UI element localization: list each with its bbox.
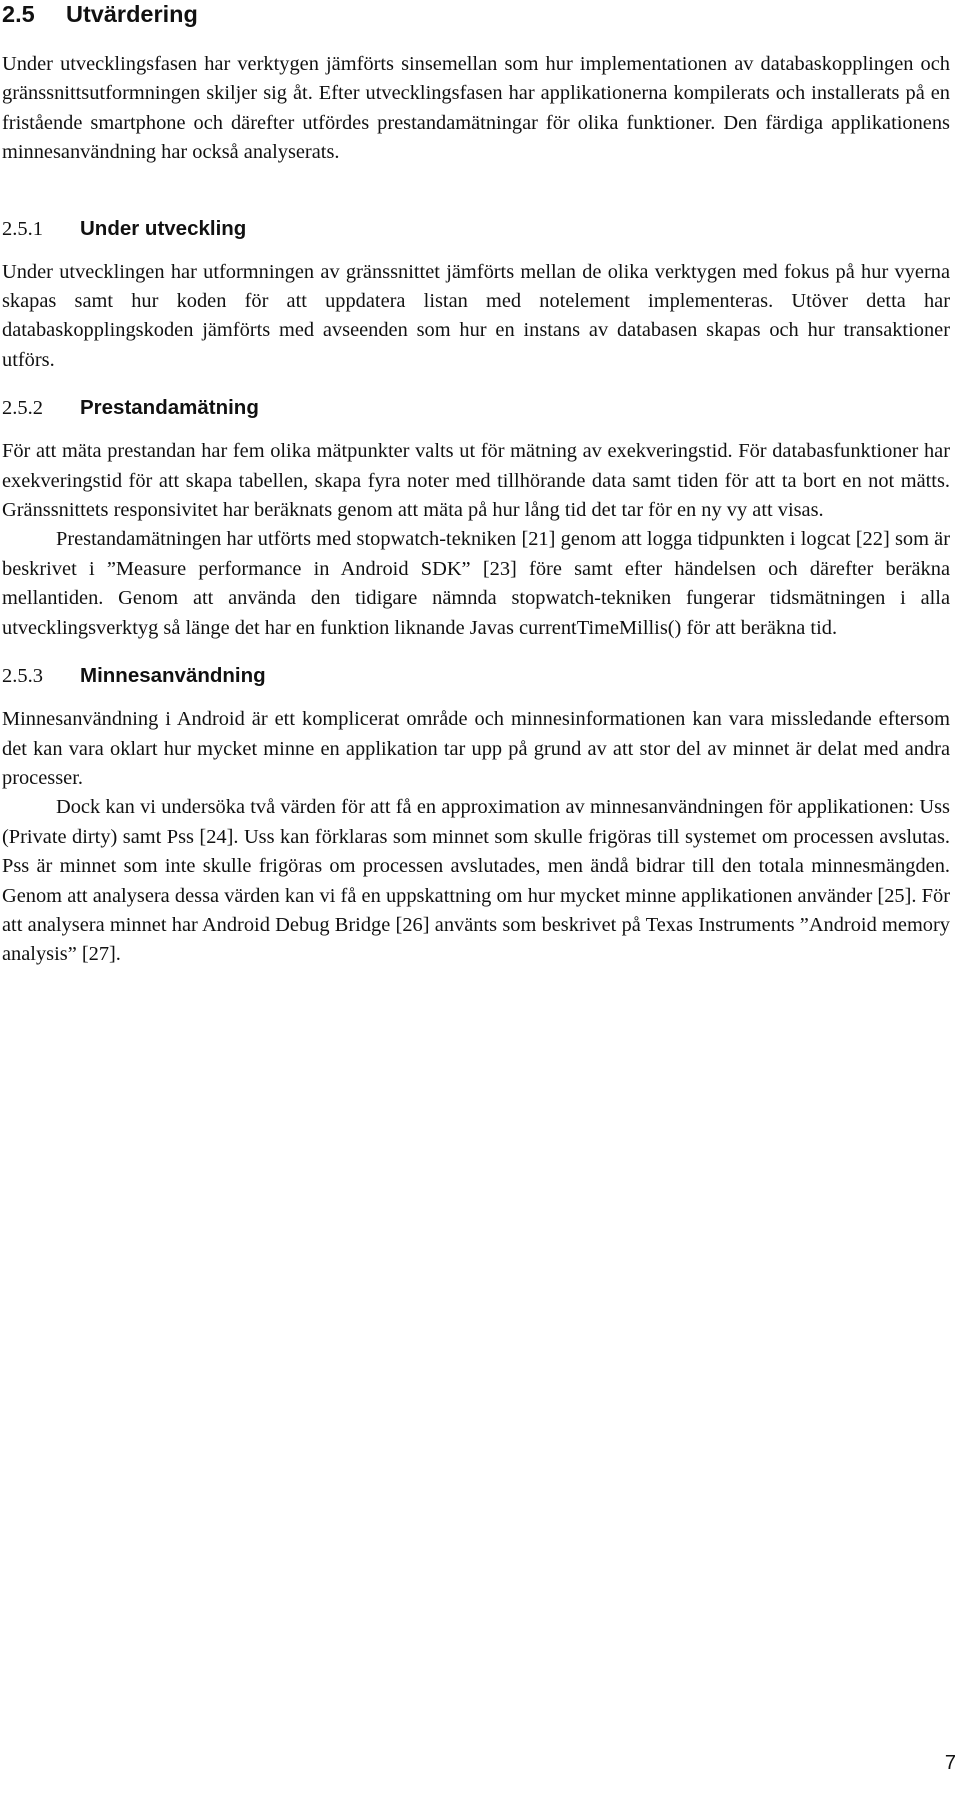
subsection-title: Under utveckling bbox=[80, 216, 247, 240]
subsection-title: Prestandamätning bbox=[80, 396, 259, 420]
minnesanvandning-paragraph-1: Minnesanvändning i Android är ett komplicerat område och minnesinformationen kan vara missledande eftersom det kan vara oklart hur mycket minne en applikation tar upp på grund av att stor del av minnet är delat med andra processer. bbox=[2, 708, 950, 789]
under-utveckling-paragraph: Under utvecklingen har utformningen av gränssnittet jämförts mellan de olika verktygen med fokus på hur vyerna skapas samt hur koden för att uppdatera listan med notelement implementeras. Utöver detta har databaskopplingskoden jämförts med avseenden som hur en instans av databasen skapas och hur transaktioner utförs. bbox=[2, 260, 950, 371]
subsection-heading-prestandamatning bbox=[2, 395, 950, 421]
document-page bbox=[2, 0, 950, 970]
subsection-heading-under-utveckling bbox=[2, 216, 950, 242]
section-heading bbox=[2, 0, 950, 28]
section-intro-paragraph: Under utvecklingsfasen har verktygen jämförts sinsemellan som hur implementationen av databaskopplingen och gränssnittsutformningen skiljer sig åt. Efter utvecklingsfasen har applikationerna kompilerats och installerats på en fristående smartphone och därefter utfördes prestandamätningar för olika funktioner. Den färdiga applikationens minnesanvändning har också analyserats. bbox=[2, 53, 950, 164]
subsection-number: 2.5.3 bbox=[2, 665, 43, 688]
page-number: 7 bbox=[944, 1752, 956, 1774]
subsection-number: 2.5.1 bbox=[2, 217, 43, 240]
section-number: 2.5 bbox=[2, 1, 35, 27]
section-title: Utvärdering bbox=[66, 1, 198, 27]
subsection-number: 2.5.2 bbox=[2, 397, 43, 420]
subsection-heading-minnesanvandning bbox=[2, 663, 950, 689]
prestandamatning-paragraph-1: För att mäta prestandan har fem olika mätpunkter valts ut för mätning av exekveringstid. För databasfunktioner har exekveringstid för att skapa tabellen, skapa fyra noter med tillhörande data samt tiden för att ta bort en not mätts. Gränssnittets responsivitet har beräknats genom att mäta på hur lång tid det tar för en ny vy att visas. bbox=[2, 440, 950, 522]
prestandamatning-paragraph-2: Prestandamätningen har utförts med stopwatch-tekniken [21] genom att logga tidpunkten i logcat [22] som är beskrivet i ”Measure performance in Android SDK” [23] före samt efter händelsen och därefter beräkna mellantiden. Genom att använda den tidigare nämnda stopwatch-tekniken fungerar tidsmätningen i alla utvecklingsverktyg så länge det har en funktion liknande Javas currentTimeMillis() för att beräkna tid. bbox=[2, 528, 950, 639]
minnesanvandning-paragraph-2: Dock kan vi undersöka två värden för att få en approximation av minnesanvändningen för applikationen: Uss (Private dirty) samt Pss [24]. Uss kan förklaras som minnet som skulle frigöras till systemet om processen avslutas. Pss är minnet som inte skulle frigöras om processen avslutades, men ändå bidrar till den totala minnesmängden. Genom att analysera dessa värden kan vi få en uppskattning om hur mycket minne applikationen använder [25]. För att analysera minnet har Android Debug Bridge [26] använts som beskrivet på Texas Instruments ”Android memory analysis” [27]. bbox=[2, 796, 950, 966]
subsection-title: Minnesanvändning bbox=[80, 664, 266, 688]
